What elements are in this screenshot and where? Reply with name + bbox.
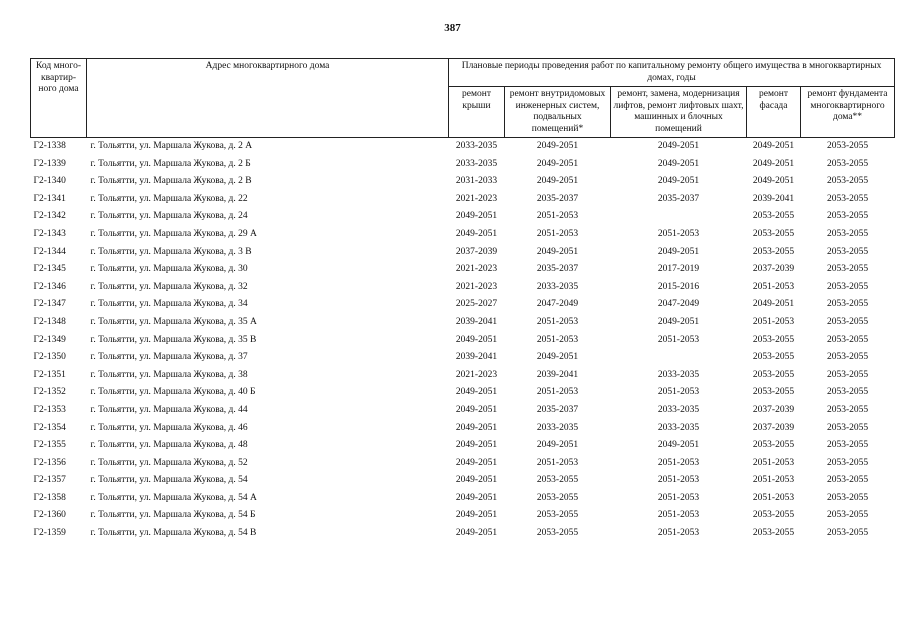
cell-systems: 2035-2037 [536,264,579,275]
table-row [31,490,895,508]
cell-systems: 2051-2053 [536,211,579,222]
cell-systems: 2049-2051 [536,246,579,257]
table-row [31,332,895,350]
table-row [31,455,895,473]
capital-repair-schedule-table [30,58,895,543]
cell-facade: 2053-2055 [752,211,795,222]
cell-systems: 2051-2053 [536,457,579,468]
cell-roof: 2049-2051 [455,510,498,521]
cell-foundation: 2053-2055 [826,528,869,539]
cell-elevators: 2051-2053 [657,492,700,503]
cell-facade: 2053-2055 [752,334,795,345]
cell-roof: 2049-2051 [455,440,498,451]
cell-foundation: 2053-2055 [826,264,869,275]
cell-roof: 2049-2051 [455,492,498,503]
table-row [31,507,895,525]
cell-roof: 2049-2051 [455,404,498,415]
cell-address: г. Тольятти, ул. Маршала Жукова, д. 2 В [90,176,252,187]
cell-systems: 2051-2053 [536,387,579,398]
cell-code: Г2-1348 [33,316,66,327]
cell-roof: 2031-2033 [455,176,498,187]
table-row [31,367,895,385]
cell-code: Г2-1350 [33,352,66,363]
cell-foundation: 2053-2055 [826,316,869,327]
table-row [31,208,895,226]
cell-code: Г2-1349 [33,334,66,345]
cell-elevators: 2049-2051 [657,158,700,169]
cell-foundation: 2053-2055 [826,334,869,345]
cell-systems: 2033-2035 [536,281,579,292]
cell-elevators: 2017-2019 [657,264,700,275]
cell-foundation: 2053-2055 [826,369,869,380]
cell-systems: 2033-2035 [536,422,579,433]
cell-facade: 2037-2039 [752,422,795,433]
cell-foundation: 2053-2055 [826,492,869,503]
cell-address: г. Тольятти, ул. Маршала Жукова, д. 40 Б [90,387,256,398]
cell-facade: 2037-2039 [752,264,795,275]
table-row [31,173,895,191]
table-body [31,138,895,543]
cell-facade: 2051-2053 [752,457,795,468]
table-row [31,525,895,543]
cell-address: г. Тольятти, ул. Маршала Жукова, д. 37 [90,352,248,363]
cell-facade: 2049-2051 [752,176,795,187]
header-elevators: ремонт, замена, модернизация лифтов, ремонт лифтовых шахт, машинных и блочных помещений [611,87,747,138]
cell-code: Г2-1346 [33,281,66,292]
cell-address: г. Тольятти, ул. Маршала Жукова, д. 24 [90,211,248,222]
header-address: Адрес многоквартирного дома [87,59,449,138]
table-row [31,384,895,402]
cell-elevators: 2051-2053 [657,510,700,521]
cell-code: Г2-1359 [33,528,66,539]
table-row [31,279,895,297]
cell-address: г. Тольятти, ул. Маршала Жукова, д. 54 Б [90,510,256,521]
cell-elevators: 2049-2051 [657,440,700,451]
cell-foundation: 2053-2055 [826,404,869,415]
cell-address: г. Тольятти, ул. Маршала Жукова, д. 2 Б [90,158,251,169]
cell-elevators: 2033-2035 [657,422,700,433]
cell-elevators: 2051-2053 [657,334,700,345]
cell-foundation: 2053-2055 [826,193,869,204]
page-number: 387 [444,22,461,34]
table-row [31,472,895,490]
cell-systems: 2035-2037 [536,193,579,204]
cell-elevators: 2051-2053 [657,457,700,468]
cell-elevators: 2051-2053 [657,475,700,486]
cell-code: Г2-1355 [33,440,66,451]
cell-facade: 2037-2039 [752,404,795,415]
table-row [31,261,895,279]
cell-code: Г2-1351 [33,369,66,380]
cell-systems: 2035-2037 [536,404,579,415]
cell-elevators: 2035-2037 [657,193,700,204]
cell-elevators: 2051-2053 [657,387,700,398]
cell-facade: 2053-2055 [752,528,795,539]
cell-code: Г2-1344 [33,246,66,257]
cell-facade: 2039-2041 [752,193,795,204]
cell-systems: 2053-2055 [536,528,579,539]
cell-systems: 2051-2053 [536,334,579,345]
cell-systems: 2047-2049 [536,299,579,310]
cell-foundation: 2053-2055 [826,510,869,521]
cell-address: г. Тольятти, ул. Маршала Жукова, д. 54 [90,475,248,486]
cell-elevators: 2033-2035 [657,404,700,415]
cell-facade: 2053-2055 [752,440,795,451]
cell-roof: 2039-2041 [455,352,498,363]
cell-facade: 2049-2051 [752,158,795,169]
cell-facade: 2049-2051 [752,141,795,151]
cell-foundation: 2053-2055 [826,176,869,187]
cell-roof: 2025-2027 [455,299,498,310]
cell-elevators: 2051-2053 [657,528,700,539]
cell-code: Г2-1340 [33,176,66,187]
cell-facade: 2053-2055 [752,352,795,363]
cell-roof: 2021-2023 [455,281,498,292]
cell-systems: 2053-2055 [536,492,579,503]
cell-systems: 2049-2051 [536,440,579,451]
cell-systems: 2051-2053 [536,228,579,239]
cell-elevators [611,208,747,226]
cell-elevators [611,349,747,367]
cell-facade: 2051-2053 [752,281,795,292]
cell-code: Г2-1343 [33,228,66,239]
cell-elevators: 2015-2016 [657,281,700,292]
cell-systems: 2049-2051 [536,176,579,187]
cell-systems: 2053-2055 [536,475,579,486]
cell-roof: 2033-2035 [455,158,498,169]
cell-facade: 2053-2055 [752,510,795,521]
cell-code: Г2-1342 [33,211,66,222]
table-row [31,296,895,314]
cell-code: Г2-1357 [33,475,66,486]
cell-roof: 2049-2051 [455,211,498,222]
table-row [31,349,895,367]
cell-foundation: 2053-2055 [826,158,869,169]
cell-systems: 2049-2051 [536,158,579,169]
cell-systems: 2049-2051 [536,141,579,151]
cell-address: г. Тольятти, ул. Маршала Жукова, д. 46 [90,422,248,433]
cell-roof: 2049-2051 [455,457,498,468]
cell-facade: 2051-2053 [752,492,795,503]
cell-address: г. Тольятти, ул. Маршала Жукова, д. 54 В [90,528,257,539]
table-row [31,314,895,332]
table-row [31,420,895,438]
cell-roof: 2049-2051 [455,475,498,486]
cell-facade: 2051-2053 [752,316,795,327]
cell-elevators: 2049-2051 [657,176,700,187]
cell-foundation: 2053-2055 [826,352,869,363]
cell-elevators: 2033-2035 [657,369,700,380]
header-facade: ремонт фасада [747,87,801,138]
cell-address: г. Тольятти, ул. Маршала Жукова, д. 35 В [90,334,257,345]
header-roof: ремонт крыши [449,87,505,138]
cell-systems: 2051-2053 [536,316,579,327]
cell-systems: 2053-2055 [536,510,579,521]
cell-foundation: 2053-2055 [826,475,869,486]
table-row [31,191,895,209]
cell-code: Г2-1356 [33,457,66,468]
table-row [31,244,895,262]
cell-roof: 2049-2051 [455,387,498,398]
cell-roof: 2037-2039 [455,246,498,257]
cell-address: г. Тольятти, ул. Маршала Жукова, д. 38 [90,369,248,380]
cell-address: г. Тольятти, ул. Маршала Жукова, д. 2 А [90,141,253,151]
cell-elevators: 2051-2053 [657,228,700,239]
cell-code: Г2-1352 [33,387,66,398]
cell-address: г. Тольятти, ул. Маршала Жукова, д. 35 А [90,316,257,327]
cell-roof: 2049-2051 [455,422,498,433]
cell-foundation: 2053-2055 [826,228,869,239]
cell-roof: 2021-2023 [455,264,498,275]
cell-address: г. Тольятти, ул. Маршала Жукова, д. 22 [90,193,248,204]
cell-facade: 2053-2055 [752,387,795,398]
table-row [31,437,895,455]
cell-address: г. Тольятти, ул. Маршала Жукова, д. 54 А [90,492,257,503]
cell-systems: 2039-2041 [536,369,579,380]
cell-foundation: 2053-2055 [826,141,869,151]
cell-code: Г2-1339 [33,158,66,169]
cell-systems: 2049-2051 [536,352,579,363]
cell-roof: 2049-2051 [455,228,498,239]
cell-roof: 2021-2023 [455,193,498,204]
cell-code: Г2-1338 [33,141,66,151]
cell-roof: 2049-2051 [455,334,498,345]
cell-roof: 2049-2051 [455,528,498,539]
cell-address: г. Тольятти, ул. Маршала Жукова, д. 29 А [90,228,257,239]
cell-address: г. Тольятти, ул. Маршала Жукова, д. 3 В [90,246,252,257]
header-code: Код много-квартир-ного дома [31,59,87,138]
header-row-main [31,59,895,87]
cell-foundation: 2053-2055 [826,387,869,398]
cell-foundation: 2053-2055 [826,281,869,292]
cell-code: Г2-1354 [33,422,66,433]
header-foundation: ремонт фундамента многоквартирного дома** [801,87,895,138]
cell-foundation: 2053-2055 [826,440,869,451]
table-row [31,156,895,174]
cell-code: Г2-1341 [33,193,66,204]
cell-address: г. Тольятти, ул. Маршала Жукова, д. 34 [90,299,248,310]
cell-elevators: 2049-2051 [657,246,700,257]
cell-facade: 2053-2055 [752,246,795,257]
table-row [31,226,895,244]
table-row [31,138,895,156]
cell-code: Г2-1345 [33,264,66,275]
cell-roof: 2021-2023 [455,369,498,380]
cell-address: г. Тольятти, ул. Маршала Жукова, д. 32 [90,281,248,292]
cell-elevators: 2049-2051 [657,316,700,327]
cell-facade: 2049-2051 [752,299,795,310]
cell-foundation: 2053-2055 [826,299,869,310]
header-periods: Плановые периоды проведения работ по капитальному ремонту общего имущества в многоквартирных домах, годы [449,59,895,87]
cell-code: Г2-1358 [33,492,66,503]
cell-address: г. Тольятти, ул. Маршала Жукова, д. 30 [90,264,248,275]
cell-foundation: 2053-2055 [826,457,869,468]
cell-foundation: 2053-2055 [826,246,869,257]
cell-facade: 2051-2053 [752,475,795,486]
cell-facade: 2053-2055 [752,228,795,239]
cell-address: г. Тольятти, ул. Маршала Жукова, д. 52 [90,457,248,468]
cell-code: Г2-1360 [33,510,66,521]
cell-address: г. Тольятти, ул. Маршала Жукова, д. 48 [90,440,248,451]
cell-roof: 2039-2041 [455,316,498,327]
cell-foundation: 2053-2055 [826,211,869,222]
cell-facade: 2053-2055 [752,369,795,380]
cell-roof: 2033-2035 [455,141,498,151]
cell-address: г. Тольятти, ул. Маршала Жукова, д. 44 [90,404,248,415]
cell-foundation: 2053-2055 [826,422,869,433]
table-row [31,402,895,420]
cell-code: Г2-1347 [33,299,66,310]
cell-elevators: 2049-2051 [657,141,700,151]
cell-elevators: 2047-2049 [657,299,700,310]
header-systems: ремонт внутридомовых инженерных систем, подвальных помещений* [505,87,611,138]
cell-code: Г2-1353 [33,404,66,415]
